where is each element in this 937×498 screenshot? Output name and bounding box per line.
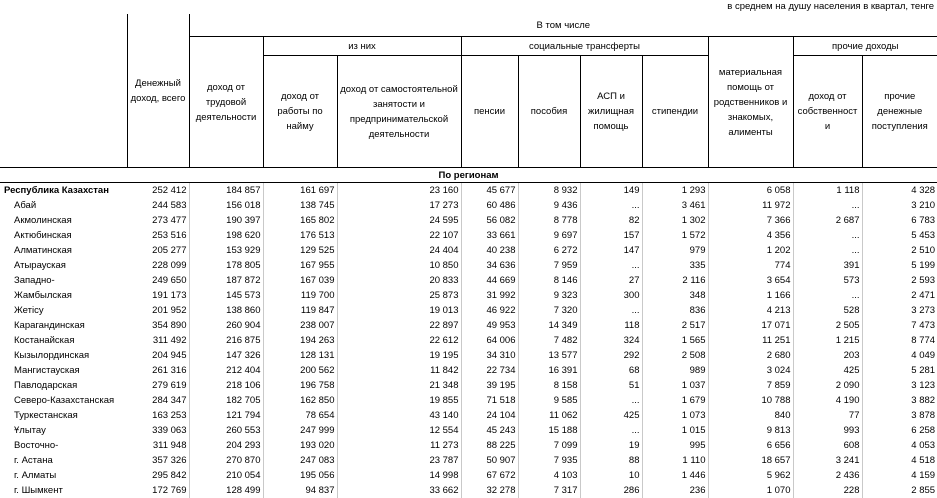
value-cell: 11 842 [337,363,461,378]
value-cell: 82 [580,213,642,228]
value-cell: 128 499 [189,483,263,498]
value-cell: 34 636 [461,258,518,273]
region-name: Жетісу [0,303,127,318]
value-cell: 218 106 [189,378,263,393]
value-cell: 204 945 [127,348,189,363]
value-cell: 2 510 [862,243,937,258]
value-cell: 145 573 [189,288,263,303]
value-cell: 11 972 [708,198,793,213]
value-cell: 13 577 [518,348,580,363]
value-cell: 3 461 [642,198,708,213]
value-cell: 9 585 [518,393,580,408]
region-name: Абай [0,198,127,213]
value-cell: 4 049 [862,348,937,363]
value-cell: 6 258 [862,423,937,438]
value-cell: 7 935 [518,453,580,468]
value-cell: 2 471 [862,288,937,303]
value-cell: 247 999 [263,423,337,438]
value-cell: 1 118 [793,183,862,199]
value-cell: 6 272 [518,243,580,258]
value-cell: 8 146 [518,273,580,288]
value-cell: 187 872 [189,273,263,288]
table-row [0,363,937,378]
value-cell: 10 788 [708,393,793,408]
value-cell: 7 366 [708,213,793,228]
value-cell: 1 070 [708,483,793,498]
region-name: г. Астана [0,453,127,468]
value-cell: 20 833 [337,273,461,288]
table-header [0,14,937,168]
value-cell: 236 [642,483,708,498]
value-cell: 995 [642,438,708,453]
value-cell: 22 612 [337,333,461,348]
value-cell: 2 687 [793,213,862,228]
value-cell: 357 326 [127,453,189,468]
value-cell: 273 477 [127,213,189,228]
value-cell: ... [580,258,642,273]
value-cell: ... [580,393,642,408]
value-cell: 216 875 [189,333,263,348]
table-body [0,168,937,498]
table-row [0,198,937,213]
value-cell: 4 190 [793,393,862,408]
value-cell: 147 [580,243,642,258]
value-cell: 4 103 [518,468,580,483]
header-self-employed: доход от самостоятельной занятости и предпринимательской деятельности [337,56,461,168]
value-cell: 7 099 [518,438,580,453]
header-stipends: стипендии [642,56,708,168]
value-cell: 3 654 [708,273,793,288]
region-name: Восточно- [0,438,127,453]
value-cell: 71 518 [461,393,518,408]
value-cell: 162 850 [263,393,337,408]
region-name: Атырауская [0,258,127,273]
value-cell: 88 225 [461,438,518,453]
value-cell: 178 805 [189,258,263,273]
value-cell: 247 083 [263,453,337,468]
value-cell: 9 323 [518,288,580,303]
value-cell: 11 273 [337,438,461,453]
value-cell: ... [793,198,862,213]
value-cell: 1 202 [708,243,793,258]
table-row [0,288,937,303]
value-cell: 7 859 [708,378,793,393]
value-cell: 295 842 [127,468,189,483]
region-name: Западно- [0,273,127,288]
header-social: социальные трансферты [461,37,708,56]
value-cell: 45 243 [461,423,518,438]
value-cell: 149 [580,183,642,199]
value-cell: 2 090 [793,378,862,393]
value-cell: 32 278 [461,483,518,498]
value-cell: 50 907 [461,453,518,468]
value-cell: 27 [580,273,642,288]
value-cell: 2 517 [642,318,708,333]
region-name: г. Шымкент [0,483,127,498]
value-cell: 2 508 [642,348,708,363]
table-row [0,213,937,228]
value-cell: 138 745 [263,198,337,213]
value-cell: 5 962 [708,468,793,483]
header-property: доход от собственност и [793,56,862,168]
value-cell: 56 082 [461,213,518,228]
value-cell: 182 705 [189,393,263,408]
value-cell: 979 [642,243,708,258]
region-name: Костанайская [0,333,127,348]
value-cell: 39 195 [461,378,518,393]
table-row [0,303,937,318]
value-cell: 17 071 [708,318,793,333]
value-cell: 184 857 [189,183,263,199]
value-cell: 6 783 [862,213,937,228]
region-name: Алматинская [0,243,127,258]
value-cell: 200 562 [263,363,337,378]
value-cell: 25 873 [337,288,461,303]
value-cell: 8 932 [518,183,580,199]
value-cell: 238 007 [263,318,337,333]
value-cell: 339 063 [127,423,189,438]
value-cell: 9 697 [518,228,580,243]
value-cell: 205 277 [127,243,189,258]
value-cell: 18 657 [708,453,793,468]
value-cell: 4 159 [862,468,937,483]
value-cell: 21 348 [337,378,461,393]
region-name: Ұлытау [0,423,127,438]
value-cell: 24 104 [461,408,518,423]
value-cell: 1 166 [708,288,793,303]
value-cell: 203 [793,348,862,363]
value-cell: 49 953 [461,318,518,333]
value-cell: 8 778 [518,213,580,228]
region-name: Мангистауская [0,363,127,378]
value-cell: 60 486 [461,198,518,213]
table-row [0,183,937,199]
value-cell: 1 037 [642,378,708,393]
value-cell: 311 492 [127,333,189,348]
value-cell: 260 904 [189,318,263,333]
value-cell: 4 213 [708,303,793,318]
value-cell: 16 391 [518,363,580,378]
header-total: Денежный доход, всего [127,14,189,168]
value-cell: 4 518 [862,453,937,468]
value-cell: 198 620 [189,228,263,243]
value-cell: 5 281 [862,363,937,378]
region-name: Павлодарская [0,378,127,393]
value-cell: 1 293 [642,183,708,199]
value-cell: 121 794 [189,408,263,423]
value-cell: 46 922 [461,303,518,318]
value-cell: 1 446 [642,468,708,483]
value-cell: 228 [793,483,862,498]
value-cell: 425 [793,363,862,378]
table-row [0,393,937,408]
value-cell: 172 769 [127,483,189,498]
value-cell: 2 680 [708,348,793,363]
value-cell: ... [793,288,862,303]
value-cell: 51 [580,378,642,393]
value-cell: 3 123 [862,378,937,393]
value-cell: ... [793,243,862,258]
value-cell: 118 [580,318,642,333]
value-cell: 17 273 [337,198,461,213]
header-other: прочие доходы [793,37,937,56]
value-cell: 573 [793,273,862,288]
value-cell: 67 672 [461,468,518,483]
value-cell: 1 572 [642,228,708,243]
value-cell: 989 [642,363,708,378]
value-cell: 3 210 [862,198,937,213]
value-cell: 19 [580,438,642,453]
value-cell: 45 677 [461,183,518,199]
value-cell: 4 328 [862,183,937,199]
value-cell: 201 952 [127,303,189,318]
header-benefits: пособия [518,56,580,168]
value-cell: 196 758 [263,378,337,393]
value-cell: 88 [580,453,642,468]
value-cell: 204 293 [189,438,263,453]
value-cell: ... [580,423,642,438]
region-name: Кызылординская [0,348,127,363]
region-name: Жамбылская [0,288,127,303]
value-cell: 836 [642,303,708,318]
value-cell: 7 320 [518,303,580,318]
value-cell: 284 347 [127,393,189,408]
value-cell: 324 [580,333,642,348]
table-row [0,228,937,243]
value-cell: 119 700 [263,288,337,303]
value-cell: 348 [642,288,708,303]
value-cell: 119 847 [263,303,337,318]
value-cell: 24 595 [337,213,461,228]
value-cell: 147 326 [189,348,263,363]
table-row [0,243,937,258]
value-cell: 335 [642,258,708,273]
value-cell: 19 855 [337,393,461,408]
value-cell: 14 349 [518,318,580,333]
value-cell: 165 802 [263,213,337,228]
value-cell: 176 513 [263,228,337,243]
region-name: Республика Казахстан [0,183,127,199]
value-cell: ... [580,198,642,213]
value-cell: 167 955 [263,258,337,273]
income-table [0,14,937,498]
value-cell: 1 073 [642,408,708,423]
table-row [0,408,937,423]
value-cell: 195 056 [263,468,337,483]
value-cell: 993 [793,423,862,438]
value-cell: 167 039 [263,273,337,288]
value-cell: 10 [580,468,642,483]
value-cell: 156 018 [189,198,263,213]
value-cell: ... [580,303,642,318]
value-cell: 11 062 [518,408,580,423]
value-cell: 1 110 [642,453,708,468]
value-cell: 1 679 [642,393,708,408]
value-cell: 22 107 [337,228,461,243]
value-cell: 261 316 [127,363,189,378]
region-name: Туркестанская [0,408,127,423]
value-cell: 7 317 [518,483,580,498]
value-cell: 77 [793,408,862,423]
value-cell: 33 662 [337,483,461,498]
table-row [0,318,937,333]
value-cell: 7 482 [518,333,580,348]
value-cell: 1 215 [793,333,862,348]
region-name: Северо-Казахстанская [0,393,127,408]
value-cell: 94 837 [263,483,337,498]
value-cell: 7 473 [862,318,937,333]
value-cell: 311 948 [127,438,189,453]
header-pensions: пенсии [461,56,518,168]
table-row [0,348,937,363]
value-cell: 15 188 [518,423,580,438]
header-in-total: В том числе [189,14,937,37]
value-cell: 2 593 [862,273,937,288]
header-other-receipts: прочие денежные поступления [862,56,937,168]
value-cell: ... [793,228,862,243]
value-cell: 212 404 [189,363,263,378]
value-cell: 153 929 [189,243,263,258]
value-cell: 78 654 [263,408,337,423]
value-cell: 249 650 [127,273,189,288]
region-name: Карагандинская [0,318,127,333]
value-cell: 19 195 [337,348,461,363]
table-row [0,258,937,273]
value-cell: 3 273 [862,303,937,318]
value-cell: 19 013 [337,303,461,318]
value-cell: 7 959 [518,258,580,273]
value-cell: 24 404 [337,243,461,258]
value-cell: 23 160 [337,183,461,199]
value-cell: 425 [580,408,642,423]
header-material-aid: материальная помощь от родственников и знакомых, алименты [708,37,793,168]
value-cell: 190 397 [189,213,263,228]
table-row [0,453,937,468]
value-cell: 138 860 [189,303,263,318]
table-row [0,423,937,438]
value-cell: 5 199 [862,258,937,273]
value-cell: 774 [708,258,793,273]
value-cell: 3 024 [708,363,793,378]
value-cell: 64 006 [461,333,518,348]
table-row [0,438,937,453]
header-hired: доход от работы по найму [263,56,337,168]
value-cell: 2 436 [793,468,862,483]
value-cell: 9 813 [708,423,793,438]
value-cell: 23 787 [337,453,461,468]
value-cell: 279 619 [127,378,189,393]
value-cell: 260 553 [189,423,263,438]
value-cell: 1 302 [642,213,708,228]
value-cell: 163 253 [127,408,189,423]
value-cell: 3 882 [862,393,937,408]
value-cell: 44 669 [461,273,518,288]
value-cell: 2 116 [642,273,708,288]
value-cell: 252 412 [127,183,189,199]
value-cell: 31 992 [461,288,518,303]
header-asp: АСП и жилищная помощь [580,56,642,168]
value-cell: 11 251 [708,333,793,348]
value-cell: 194 263 [263,333,337,348]
table-row [0,468,937,483]
value-cell: 9 436 [518,198,580,213]
value-cell: 391 [793,258,862,273]
region-header-cell [0,14,127,168]
value-cell: 300 [580,288,642,303]
value-cell: 161 697 [263,183,337,199]
value-cell: 157 [580,228,642,243]
table-row [0,378,937,393]
value-cell: 191 173 [127,288,189,303]
value-cell: 6 656 [708,438,793,453]
value-cell: 253 516 [127,228,189,243]
value-cell: 5 453 [862,228,937,243]
header-labor: доход от трудовой деятельности [189,37,263,168]
value-cell: 43 140 [337,408,461,423]
value-cell: 129 525 [263,243,337,258]
value-cell: 128 131 [263,348,337,363]
value-cell: 6 058 [708,183,793,199]
value-cell: 286 [580,483,642,498]
value-cell: 22 734 [461,363,518,378]
value-cell: 1 565 [642,333,708,348]
value-cell: 354 890 [127,318,189,333]
value-cell: 12 554 [337,423,461,438]
value-cell: 228 099 [127,258,189,273]
value-cell: 608 [793,438,862,453]
value-cell: 4 356 [708,228,793,243]
table-row [0,273,937,288]
value-cell: 8 774 [862,333,937,348]
value-cell: 528 [793,303,862,318]
value-cell: 244 583 [127,198,189,213]
value-cell: 3 241 [793,453,862,468]
value-cell: 8 158 [518,378,580,393]
header-of-them: из них [263,37,461,56]
value-cell: 2 505 [793,318,862,333]
value-cell: 1 015 [642,423,708,438]
value-cell: 840 [708,408,793,423]
region-name: г. Алматы [0,468,127,483]
value-cell: 10 850 [337,258,461,273]
value-cell: 3 878 [862,408,937,423]
units-note: в среднем на душу населения в квартал, тенге [0,0,934,14]
section-title: По регионам [0,168,937,183]
value-cell: 14 998 [337,468,461,483]
value-cell: 193 020 [263,438,337,453]
table-row [0,333,937,348]
value-cell: 40 238 [461,243,518,258]
value-cell: 210 054 [189,468,263,483]
region-name: Акмолинская [0,213,127,228]
value-cell: 33 661 [461,228,518,243]
value-cell: 22 897 [337,318,461,333]
value-cell: 4 053 [862,438,937,453]
value-cell: 292 [580,348,642,363]
value-cell: 270 870 [189,453,263,468]
value-cell: 34 310 [461,348,518,363]
region-name: Актюбинская [0,228,127,243]
value-cell: 68 [580,363,642,378]
value-cell: 2 855 [862,483,937,498]
